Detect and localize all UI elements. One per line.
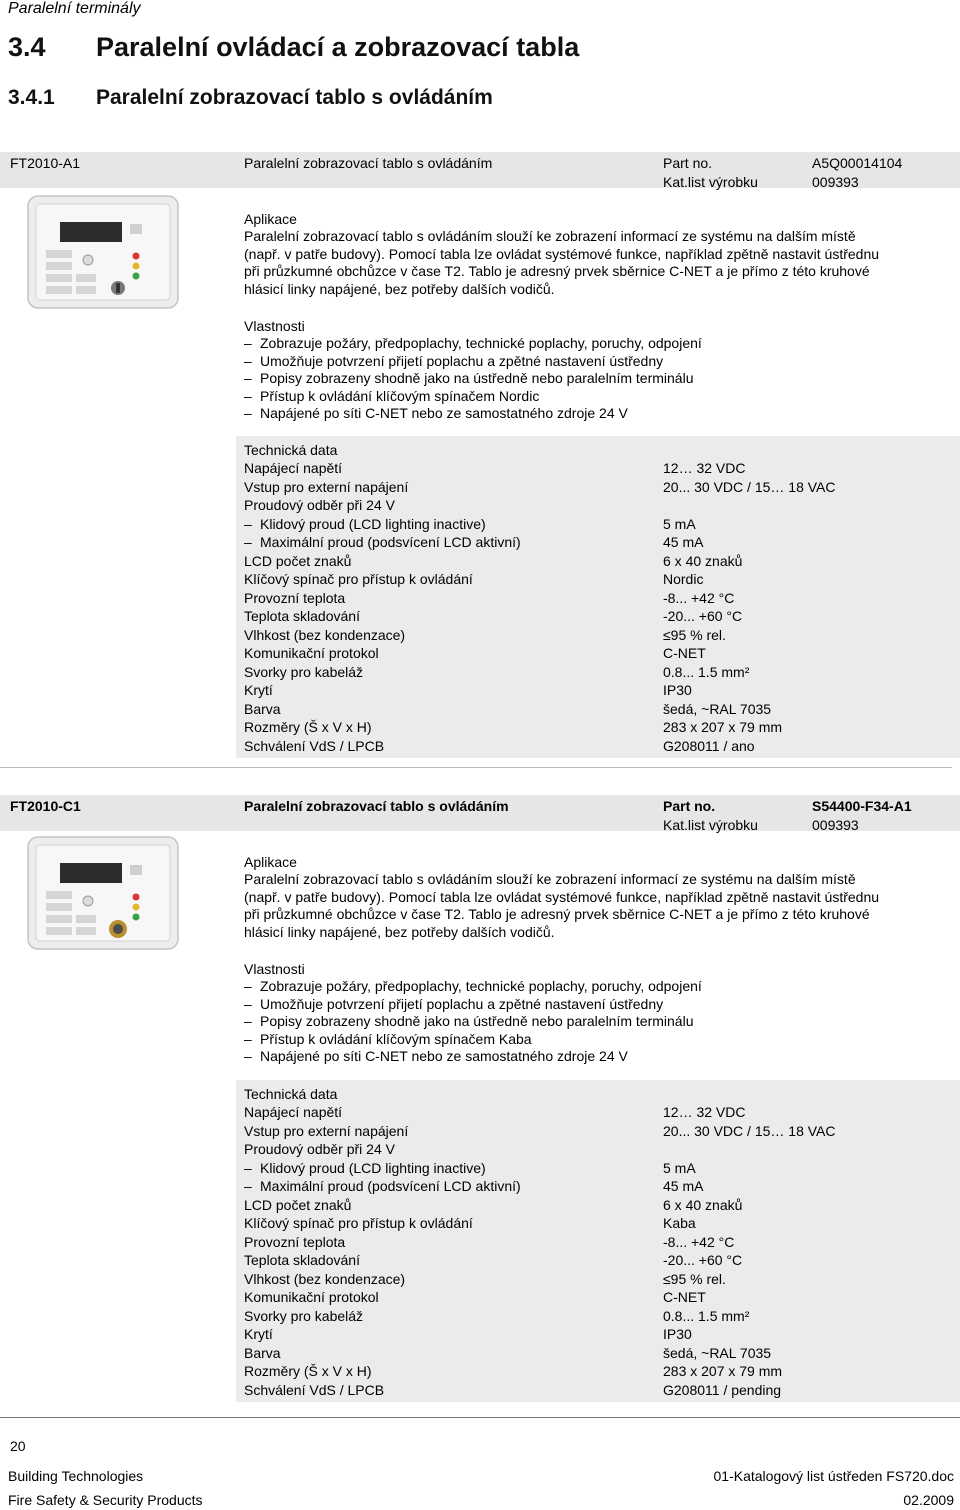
page-number: 20 [10,1438,26,1454]
tech-label: Vstup pro externí napájení [244,478,409,495]
tech-data-heading: Technická data [244,442,338,458]
tech-label: – Maximální proud (podsvícení LCD aktivní) [244,1178,521,1194]
feature-item: – Napájené po síti C-NET nebo ze samostatného zdroje 24 V [244,405,628,421]
application-line: hlásicí linky napájené, bez potřeby dalších vodičů. [244,280,555,297]
product-code: FT2010-C1 [10,798,81,814]
features-list [244,978,702,1066]
tech-label: Napájecí napětí [244,1104,343,1120]
tech-label: Klíčový spínač pro přístup k ovládání [244,571,473,587]
tech-value: 6 x 40 znaků [663,1196,743,1213]
tech-value: 12… 32 VDC [663,460,746,476]
tech-value: Nordic [663,571,704,587]
tech-label: Vstup pro externí napájení [244,1122,409,1139]
part-no-label: Part no. [663,155,713,171]
tech-value: 0.8... 1.5 mm² [663,663,750,680]
features-heading: Vlastnosti [244,318,305,334]
tech-label: Svorky pro kabeláž [244,1307,364,1324]
application-text [244,871,944,941]
tech-value: C-NET [663,645,706,661]
tech-label: Schválení VdS / LPCB [244,1381,385,1398]
section-title: Paralelní ovládací a zobrazovací tabla [96,32,580,62]
product-title: Paralelní zobrazovací tablo s ovládáním [244,798,509,814]
feature-item: – Umožňuje potvrzení přijetí poplachu a zpětné nastavení ústředny [244,352,664,369]
footer-date: 02.2009 [903,1492,954,1508]
device-image [26,192,184,312]
feature-item: – Zobrazuje požáry, předpoplachy, technické poplachy, poruchy, odpojení [244,978,702,994]
product-code: FT2010-A1 [10,155,81,171]
tech-label: Rozměry (Š x V x H) [244,719,372,735]
device-image [26,833,184,953]
tech-value: G208011 / ano [663,737,755,754]
application-line: (např. v patře budovy). Pomocí tabla lze ovládat systémové funkce, například zpětně nastavit ústřednu [244,888,880,905]
part-no-label: Part no. [663,798,716,814]
features-list [244,335,702,423]
tech-value: 20... 30 VDC / 15… 18 VAC [663,478,836,495]
part-no-value: S54400-F34-A1 [812,798,912,814]
tech-label: Proudový odběr při 24 V [244,1141,395,1157]
tech-value: 20... 30 VDC / 15… 18 VAC [663,1122,836,1139]
tech-label: Vlhkost (bez kondenzace) [244,1270,406,1287]
tech-value: 6 x 40 znaků [663,552,743,569]
tech-value: ≤95 % rel. [663,626,726,643]
tech-value: 45 mA [663,1178,704,1194]
subsection-heading [8,86,493,110]
tech-label: Krytí [244,1326,273,1342]
tech-value: G208011 / pending [663,1381,782,1398]
tech-value: 12… 32 VDC [663,1104,746,1120]
tech-label: LCD počet znaků [244,552,352,569]
tech-value: -20... +60 °C [663,608,743,624]
tech-label: Barva [244,700,281,717]
tech-label: Teplota skladování [244,608,360,624]
tech-value: 0.8... 1.5 mm² [663,1307,750,1324]
application-heading: Aplikace [244,854,297,870]
application-line: při průzkumné obchůzce v čase T2. Tablo je adresný prvek sběrnice C-NET a je přímo z této kruhové [244,906,870,922]
application-line: (např. v patře budovy). Pomocí tabla lze ovládat systémové funkce, například zpětně nastavit ústřednu [244,245,880,262]
kat-list-label: Kat.list výrobku [663,174,758,190]
tech-label: Komunikační protokol [244,645,379,661]
tech-label: Proudový odběr při 24 V [244,497,395,513]
tech-value: Kaba [663,1215,696,1231]
tech-label: Klíčový spínač pro přístup k ovládání [244,1215,473,1231]
tech-label: Schválení VdS / LPCB [244,737,385,754]
tech-label: Teplota skladování [244,1252,360,1268]
tech-label: – Klidový proud (LCD lighting inactive) [244,515,486,532]
tech-label: Provozní teplota [244,589,346,606]
application-line: hlásicí linky napájené, bez potřeby dalších vodičů. [244,923,555,940]
footer-document: 01-Katalogový list ústředen FS720.doc [713,1468,954,1484]
tech-label: – Maximální proud (podsvícení LCD aktivní) [244,534,521,550]
tech-value: šedá, ~RAL 7035 [663,700,772,717]
tech-label: Vlhkost (bez kondenzace) [244,626,406,643]
tech-value: 283 x 207 x 79 mm [663,719,783,735]
running-header: Paralelní terminály [8,0,141,17]
tech-value: IP30 [663,682,692,698]
tech-label: Svorky pro kabeláž [244,663,364,680]
tech-value: 5 mA [663,1159,696,1176]
tech-label: Krytí [244,682,273,698]
tech-value: C-NET [663,1289,706,1305]
tech-label: Rozměry (Š x V x H) [244,1363,372,1379]
tech-value: 283 x 207 x 79 mm [663,1363,783,1379]
footer-divider [0,1417,960,1418]
feature-item: – Popisy zobrazeny shodně jako na ústředně nebo paralelním terminálu [244,370,694,386]
kat-list-value: 009393 [812,174,859,190]
section-number: 3.4 [8,32,46,62]
part-no-value: A5Q00014104 [812,155,903,171]
tech-value: ≤95 % rel. [663,1270,726,1287]
footer-company: Building Technologies [8,1468,144,1484]
subsection-title: Paralelní zobrazovací tablo s ovládáním [96,86,493,109]
tech-value: -8... +42 °C [663,1233,735,1250]
tech-label: – Klidový proud (LCD lighting inactive) [244,1159,486,1176]
feature-item: – Zobrazuje požáry, předpoplachy, technické poplachy, poruchy, odpojení [244,335,702,351]
tech-value: šedá, ~RAL 7035 [663,1344,772,1361]
kat-list-value: 009393 [812,817,859,833]
feature-item: – Napájené po síti C-NET nebo ze samostatného zdroje 24 V [244,1048,628,1064]
kat-list-label: Kat.list výrobku [663,817,758,833]
features-heading: Vlastnosti [244,961,305,977]
application-line: Paralelní zobrazovací tablo s ovládáním slouží ke zobrazení informací ze systému na dalším místě [244,871,856,887]
tech-value: -20... +60 °C [663,1252,743,1268]
feature-item: – Přístup k ovládání klíčovým spínačem Nordic [244,387,540,404]
product-title: Paralelní zobrazovací tablo s ovládáním [244,155,493,171]
feature-item: – Přístup k ovládání klíčovým spínačem Kaba [244,1030,532,1047]
subsection-number: 3.4.1 [8,86,55,109]
tech-value: -8... +42 °C [663,589,735,606]
application-line: při průzkumné obchůzce v čase T2. Tablo je adresný prvek sběrnice C-NET a je přímo z této kruhové [244,263,870,279]
section-heading [8,32,579,63]
tech-value: 5 mA [663,515,696,532]
tech-label: LCD počet znaků [244,1196,352,1213]
tech-data-heading: Technická data [244,1086,338,1102]
feature-item: – Umožňuje potvrzení přijetí poplachu a zpětné nastavení ústředny [244,995,664,1012]
tech-value: 45 mA [663,534,704,550]
tech-label: Napájecí napětí [244,460,343,476]
divider [0,767,952,768]
application-line: Paralelní zobrazovací tablo s ovládáním slouží ke zobrazení informací ze systému na dalším místě [244,228,856,244]
feature-item: – Popisy zobrazeny shodně jako na ústředně nebo paralelním terminálu [244,1013,694,1029]
footer-division: Fire Safety & Security Products [8,1492,203,1508]
application-heading: Aplikace [244,211,297,227]
application-text [244,228,944,298]
tech-label: Provozní teplota [244,1233,346,1250]
tech-label: Barva [244,1344,281,1361]
tech-value: IP30 [663,1326,692,1342]
tech-label: Komunikační protokol [244,1289,379,1305]
